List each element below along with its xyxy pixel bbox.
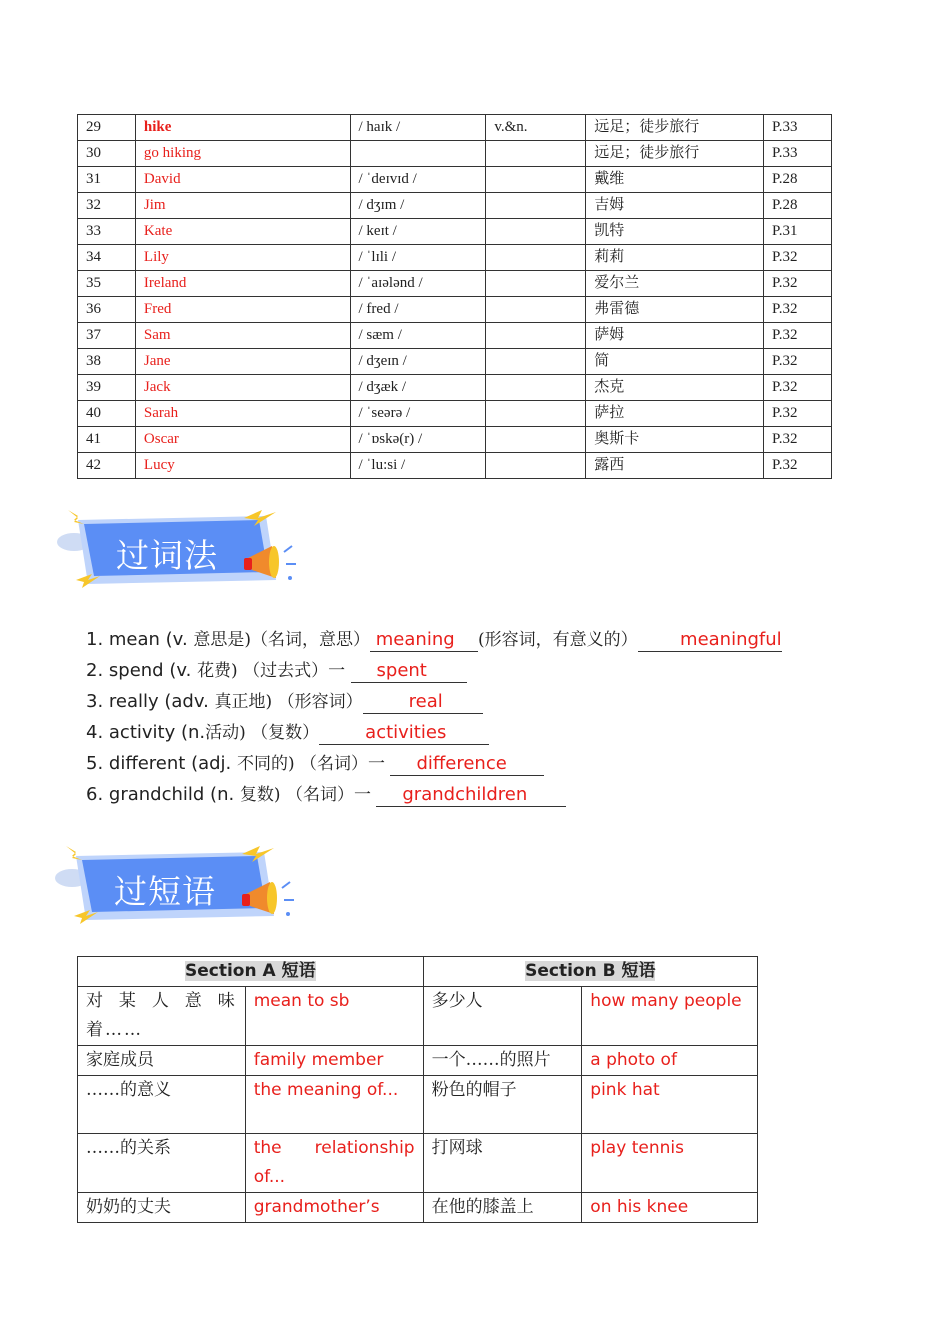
item-prefix: 3. really (adv. xyxy=(86,691,215,712)
word-forms-list xyxy=(86,624,886,810)
page-ref: P.33 xyxy=(764,141,832,167)
phrase-cn: 打网球 xyxy=(423,1134,582,1193)
table-row xyxy=(78,323,832,349)
phrase-en: the meaning of... xyxy=(245,1076,423,1134)
phrase-cn: ……的意义 xyxy=(78,1076,246,1134)
table-row xyxy=(78,1046,758,1076)
page-ref: P.31 xyxy=(764,219,832,245)
phrase-cn: 对某人意味着…… xyxy=(78,987,246,1046)
item-cn: 复数) （名词）一 xyxy=(239,785,377,805)
answer: difference xyxy=(416,753,507,774)
word: Jack xyxy=(135,375,350,401)
header-label-cn: 短语 xyxy=(275,961,316,981)
table-row xyxy=(78,271,832,297)
meaning: 奥斯卡 xyxy=(586,427,764,453)
phonetic: / sæm / xyxy=(350,323,486,349)
row-number: 36 xyxy=(78,297,136,323)
phonetic: / ˈaɪələnd / xyxy=(350,271,486,297)
table-row xyxy=(78,1134,758,1193)
table-row xyxy=(78,193,832,219)
phrase-en: grandmother’s xyxy=(245,1193,423,1223)
phrase-cn: 在他的膝盖上 xyxy=(423,1193,582,1223)
table-header-row xyxy=(78,957,758,987)
part-of-speech xyxy=(486,141,586,167)
part-of-speech xyxy=(486,375,586,401)
phrase-en: on his knee xyxy=(582,1193,758,1223)
page-ref: P.32 xyxy=(764,323,832,349)
item-cn: 意思是) xyxy=(193,630,252,650)
phonetic xyxy=(350,141,486,167)
phrase-cn: 多少人 xyxy=(423,987,582,1046)
word: Sam xyxy=(135,323,350,349)
word: go hiking xyxy=(135,141,350,167)
row-number: 31 xyxy=(78,167,136,193)
answer-blank xyxy=(370,629,478,652)
header-section-a xyxy=(78,957,424,987)
meaning: 吉姆 xyxy=(586,193,764,219)
phonetic: / haɪk / xyxy=(350,115,486,141)
phrase-en: pink hat xyxy=(582,1076,758,1134)
meaning: 简 xyxy=(586,349,764,375)
part-of-speech xyxy=(486,271,586,297)
item-cn: （名词，意思） xyxy=(251,630,371,650)
phonetic: / keɪt / xyxy=(350,219,486,245)
meaning: 弗雷德 xyxy=(586,297,764,323)
word: Ireland xyxy=(135,271,350,297)
page-ref: P.32 xyxy=(764,401,832,427)
answer-blank xyxy=(376,784,566,807)
part-of-speech xyxy=(486,297,586,323)
row-number: 42 xyxy=(78,453,136,479)
page-ref: P.33 xyxy=(764,115,832,141)
table-row xyxy=(78,297,832,323)
meaning: 杰克 xyxy=(586,375,764,401)
part-of-speech: v.&n. xyxy=(486,115,586,141)
item-cn: (形容词，有意义的） xyxy=(478,630,638,650)
phrase-table xyxy=(77,956,758,1223)
page-ref: P.32 xyxy=(764,453,832,479)
word: Jim xyxy=(135,193,350,219)
word: Jane xyxy=(135,349,350,375)
meaning: 露西 xyxy=(586,453,764,479)
phrase-en: the relationship of... xyxy=(245,1134,423,1193)
meaning: 戴维 xyxy=(586,167,764,193)
page-ref: P.32 xyxy=(764,245,832,271)
part-of-speech xyxy=(486,219,586,245)
header-label: Section B xyxy=(525,961,616,981)
part-of-speech xyxy=(486,349,586,375)
item-cn: 花费) （过去式）一 xyxy=(197,661,351,681)
answer-blank xyxy=(351,660,467,683)
part-of-speech xyxy=(486,453,586,479)
phrase-en: how many people xyxy=(582,987,758,1046)
page-ref: P.32 xyxy=(764,297,832,323)
answer-blank xyxy=(319,722,489,745)
part-of-speech xyxy=(486,167,586,193)
meaning: 萨姆 xyxy=(586,323,764,349)
row-number: 41 xyxy=(78,427,136,453)
part-of-speech xyxy=(486,401,586,427)
item-prefix: 4. activity (n. xyxy=(86,722,206,743)
item-prefix: 5. different (adj. xyxy=(86,753,237,774)
word: Lily xyxy=(135,245,350,271)
part-of-speech xyxy=(486,245,586,271)
page-ref: P.32 xyxy=(764,271,832,297)
table-row xyxy=(78,141,832,167)
section-banner-phrases xyxy=(52,842,302,932)
phonetic: / ˈlu:si / xyxy=(350,453,486,479)
page-ref: P.32 xyxy=(764,427,832,453)
phonetic: / dʒæk / xyxy=(350,375,486,401)
page-ref: P.32 xyxy=(764,375,832,401)
answer: real xyxy=(408,691,443,712)
phrase-cn: 粉色的帽子 xyxy=(423,1076,582,1134)
word: hike xyxy=(135,115,350,141)
table-row xyxy=(78,453,832,479)
meaning: 远足；徒步旅行 xyxy=(586,115,764,141)
list-item xyxy=(86,686,886,717)
phrase-cn: ……的关系 xyxy=(78,1134,246,1193)
meaning: 萨拉 xyxy=(586,401,764,427)
page-ref: P.28 xyxy=(764,167,832,193)
table-row xyxy=(78,245,832,271)
vocabulary-table-body xyxy=(78,115,832,479)
phrase-cn: 一个……的照片 xyxy=(423,1046,582,1076)
item-prefix: 6. grandchild (n. xyxy=(86,784,240,805)
table-row xyxy=(78,427,832,453)
meaning: 莉莉 xyxy=(586,245,764,271)
phrase-cn: 奶奶的丈夫 xyxy=(78,1193,246,1223)
item-cn: 活动) （复数） xyxy=(205,723,320,743)
table-row xyxy=(78,167,832,193)
list-item xyxy=(86,624,886,655)
table-row xyxy=(78,1193,758,1223)
table-row xyxy=(78,1076,758,1134)
table-row xyxy=(78,219,832,245)
list-item xyxy=(86,717,886,748)
meaning: 爱尔兰 xyxy=(586,271,764,297)
row-number: 38 xyxy=(78,349,136,375)
answer: spent xyxy=(376,660,427,681)
table-row xyxy=(78,401,832,427)
vocabulary-table xyxy=(77,114,832,479)
list-item xyxy=(86,655,886,686)
item-cn: 不同的) （名词）一 xyxy=(237,754,391,774)
phonetic: / ˈseərə / xyxy=(350,401,486,427)
item-cn: 真正地) （形容词） xyxy=(214,692,363,712)
table-row xyxy=(78,375,832,401)
table-row xyxy=(78,987,758,1046)
word: David xyxy=(135,167,350,193)
phrase-en: family member xyxy=(245,1046,423,1076)
page-ref: P.28 xyxy=(764,193,832,219)
word: Kate xyxy=(135,219,350,245)
answer-blank xyxy=(363,691,483,714)
phrase-en: mean to sb xyxy=(245,987,423,1046)
row-number: 29 xyxy=(78,115,136,141)
meaning: 远足；徒步旅行 xyxy=(586,141,764,167)
word: Oscar xyxy=(135,427,350,453)
banner-title: 过短语 xyxy=(114,872,216,911)
phrase-en: play tennis xyxy=(582,1134,758,1193)
table-row xyxy=(78,349,832,375)
list-item xyxy=(86,779,886,810)
phonetic: / fred / xyxy=(350,297,486,323)
phonetic: / ˈlɪli / xyxy=(350,245,486,271)
header-label-cn: 短语 xyxy=(615,961,656,981)
item-prefix: 2. spend (v. xyxy=(86,660,198,681)
list-item xyxy=(86,748,886,779)
phonetic: / dʒeɪn / xyxy=(350,349,486,375)
row-number: 39 xyxy=(78,375,136,401)
meaning: 凯特 xyxy=(586,219,764,245)
answer: meaning xyxy=(375,629,455,650)
row-number: 35 xyxy=(78,271,136,297)
phonetic: / ˈdeɪvɪd / xyxy=(350,167,486,193)
row-number: 32 xyxy=(78,193,136,219)
part-of-speech xyxy=(486,323,586,349)
answer: meaningful xyxy=(680,629,782,650)
header-section-b xyxy=(423,957,757,987)
phrase-en: a photo of xyxy=(582,1046,758,1076)
phonetic: / dʒɪm / xyxy=(350,193,486,219)
item-prefix: 1. mean (v. xyxy=(86,629,194,650)
phonetic: / ˈɒskə(r) / xyxy=(350,427,486,453)
row-number: 40 xyxy=(78,401,136,427)
part-of-speech xyxy=(486,427,586,453)
phrase-cn: 家庭成员 xyxy=(78,1046,246,1076)
word: Sarah xyxy=(135,401,350,427)
part-of-speech xyxy=(486,193,586,219)
row-number: 30 xyxy=(78,141,136,167)
header-label: Section A xyxy=(185,961,276,981)
answer: activities xyxy=(365,722,447,743)
answer-blank xyxy=(390,753,544,776)
row-number: 34 xyxy=(78,245,136,271)
word: Fred xyxy=(135,297,350,323)
word: Lucy xyxy=(135,453,350,479)
answer: grandchildren xyxy=(402,784,528,805)
row-number: 33 xyxy=(78,219,136,245)
table-row xyxy=(78,115,832,141)
row-number: 37 xyxy=(78,323,136,349)
banner-title: 过词法 xyxy=(116,536,218,575)
answer-blank xyxy=(638,629,782,652)
page-ref: P.32 xyxy=(764,349,832,375)
section-banner-word-forms xyxy=(54,506,304,596)
